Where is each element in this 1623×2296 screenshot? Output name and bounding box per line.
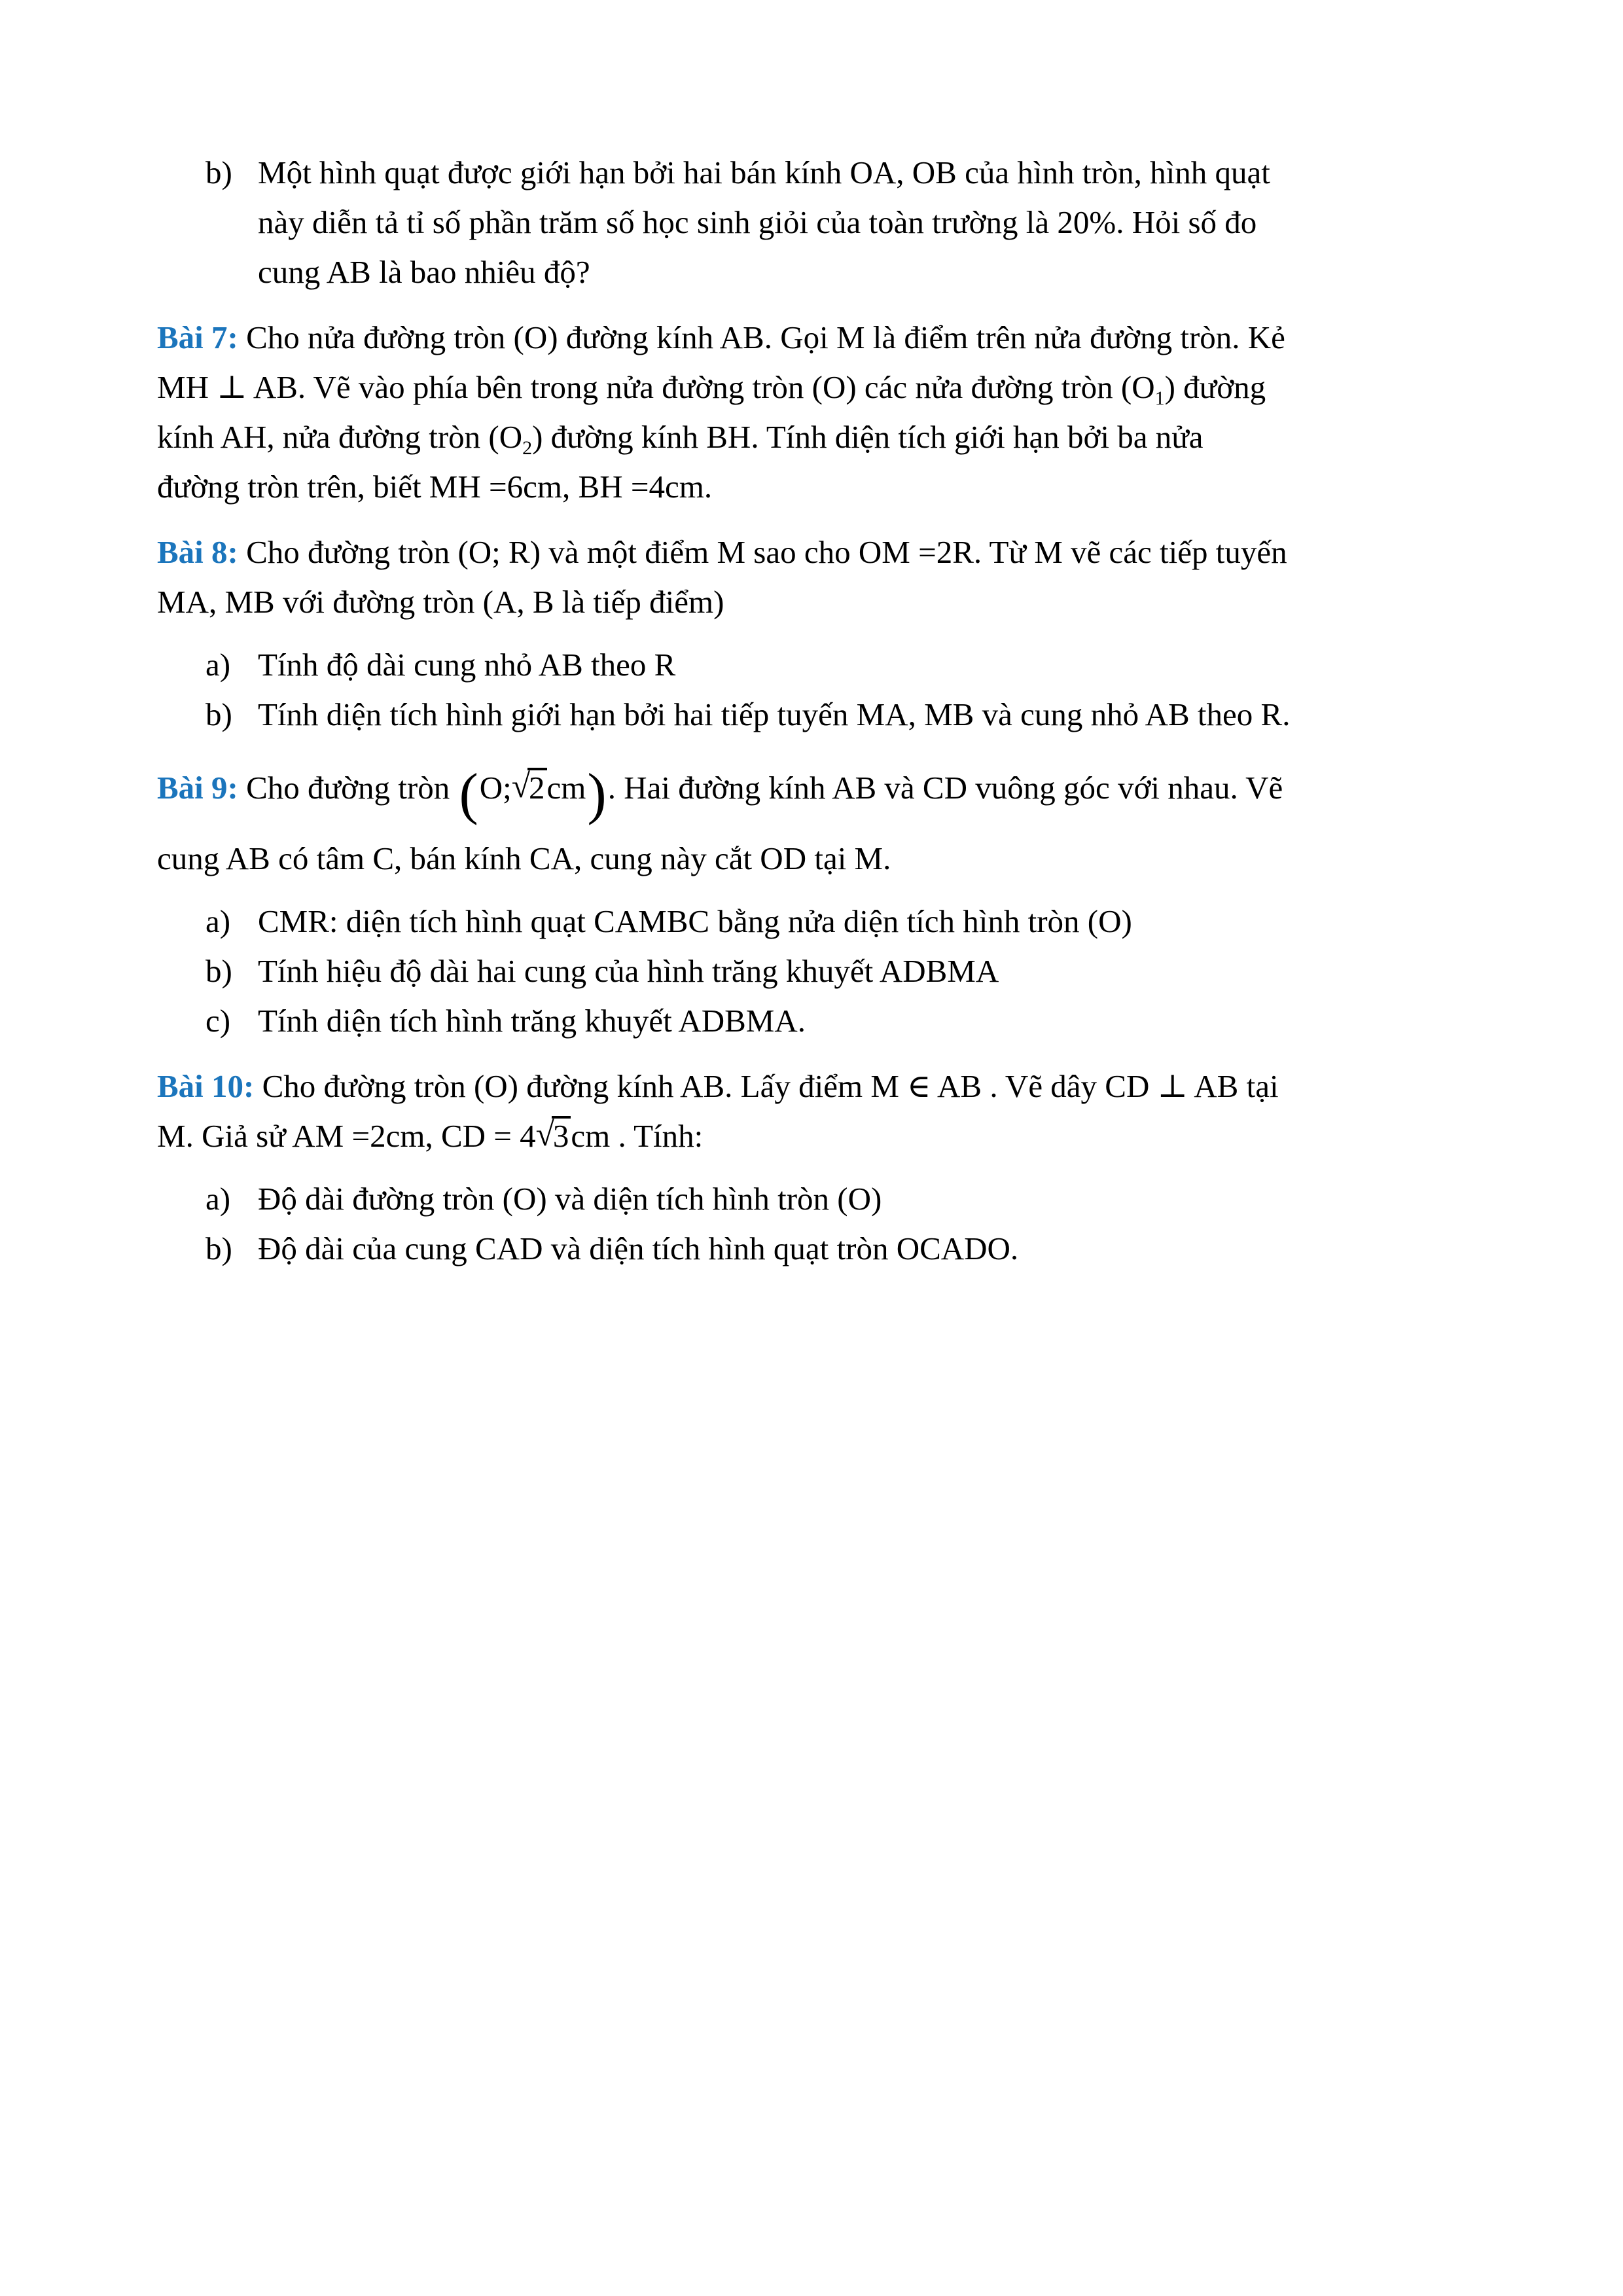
list-marker: b) <box>205 696 232 732</box>
text-run: Cho đường tròn <box>238 770 458 806</box>
radical-glyph: √ <box>535 1116 554 1153</box>
text-line <box>157 528 1505 577</box>
list-item-line <box>157 946 1505 996</box>
text-run: Tính diện tích hình giới hạn bởi hai tiếp tuyến MA, MB và cung nhỏ AB theo R. <box>258 696 1291 732</box>
list-marker: a) <box>205 1181 231 1217</box>
text-run: đường tròn trên, biết MH =6cm, BH =4cm. <box>157 469 713 505</box>
text-run: cm <box>546 770 586 806</box>
text-run: O; <box>479 770 512 806</box>
big-parenthesis: ( <box>459 762 478 826</box>
text-line <box>157 1062 1505 1111</box>
problem-paragraph <box>157 313 1505 512</box>
text-line <box>157 834 1505 884</box>
text-run: kính AH, nửa đường tròn (O <box>157 419 523 455</box>
list-item-line <box>157 1224 1505 1274</box>
list-marker: b) <box>205 154 232 190</box>
list-item-line <box>157 996 1505 1046</box>
list-item-line <box>157 148 1505 198</box>
text-run: CD = 4 <box>440 1118 536 1154</box>
problem-sublist <box>157 640 1505 740</box>
text-run: cung AB có tâm C, bán kính CA, cung này cắt OD tại M. <box>157 840 891 876</box>
radical-sign <box>536 1111 571 1161</box>
radical-glyph: √ <box>511 768 531 805</box>
text-run: Cho nửa đường tròn (O) đường kính AB. Gọi M là điểm trên nửa đường tròn. Kẻ <box>238 319 1285 355</box>
problem-label: Bài 7: <box>157 319 238 355</box>
list-item-line <box>157 897 1505 946</box>
list-marker: c) <box>205 1003 231 1039</box>
text-run: này diễn tả tỉ số phần trăm số học sinh giỏi của toàn trường là 20%. Hỏi số đo <box>258 204 1257 240</box>
big-parenthesis: ) <box>587 762 607 826</box>
text-run: Độ dài đường tròn (O) và diện tích hình tròn (O) <box>258 1181 882 1217</box>
problem-paragraph <box>157 528 1505 627</box>
subscript: 1 <box>1154 387 1165 409</box>
text-run: ) đường <box>1164 369 1266 405</box>
text-run: Độ dài của cung CAD và diện tích hình quạt tròn OCADO. <box>258 1230 1019 1266</box>
text-line <box>157 755 1505 834</box>
list-marker: a) <box>205 903 231 939</box>
problem-paragraph <box>157 755 1505 884</box>
problem-label: Bài 10: <box>157 1068 255 1104</box>
problems-document <box>157 148 1505 1274</box>
problem-label: Bài 9: <box>157 770 238 806</box>
text-run: Cho đường tròn (O) đường kính AB. Lấy điểm <box>254 1068 871 1104</box>
problem-sublist <box>157 1174 1505 1274</box>
text-line <box>157 313 1505 363</box>
radicand: 2 <box>527 768 547 804</box>
subscript: 2 <box>522 437 533 459</box>
problem-label: Bài 8: <box>157 534 238 570</box>
text-line <box>157 577 1505 627</box>
list-item-line <box>157 1174 1505 1224</box>
text-run: CMR: diện tích hình quạt CAMBC bằng nửa diện tích hình tròn (O) <box>258 903 1132 939</box>
text-line <box>157 412 1505 462</box>
text-run: . Hai đường kính AB và CD vuông góc với nhau. Vẽ <box>607 770 1283 806</box>
list-item-line <box>157 640 1505 690</box>
text-run: MA, MB với đường tròn (A, B là tiếp điểm) <box>157 584 724 620</box>
text-line <box>157 1111 1505 1161</box>
problem-sublist <box>157 897 1505 1046</box>
list-marker: a) <box>205 647 231 683</box>
text-run: Tính hiệu độ dài hai cung của hình trăng khuyết ADBMA <box>258 953 999 989</box>
text-run: Tính độ dài cung nhỏ AB theo R <box>258 647 676 683</box>
text-run: . Vẽ dây CD ⊥ AB tại <box>982 1068 1279 1104</box>
text-run: Cho đường tròn (O; R) và một điểm M sao cho OM =2R. Từ M vẽ các tiếp tuyến <box>238 534 1287 570</box>
text-line <box>157 198 1505 247</box>
text-run: cung AB là bao nhiêu độ? <box>258 254 590 290</box>
text-line <box>157 462 1505 512</box>
problem-sublist <box>157 148 1505 297</box>
text-run: MH ⊥ AB. Vẽ vào phía bên trong nửa đường tròn (O) các nửa đường tròn (O <box>157 369 1155 405</box>
text-line <box>157 247 1505 297</box>
text-run: Một hình quạt được giới hạn bởi hai bán kính OA, OB của hình tròn, hình quạt <box>258 154 1270 190</box>
text-run: M ∈ AB <box>870 1068 982 1104</box>
text-run: Tính diện tích hình trăng khuyết ADBMA. <box>258 1003 806 1039</box>
radical-sign <box>512 763 547 813</box>
list-marker: b) <box>205 953 232 989</box>
radicand: 3 <box>552 1116 571 1153</box>
problem-paragraph <box>157 1062 1505 1161</box>
list-marker: b) <box>205 1230 232 1266</box>
text-run: M. Giả sử AM =2cm, <box>157 1118 441 1154</box>
text-run: . Tính: <box>610 1118 704 1154</box>
text-line <box>157 363 1505 412</box>
text-run: cm <box>571 1118 611 1154</box>
list-item-line <box>157 690 1505 740</box>
text-run: ) đường kính BH. Tính diện tích giới hạn bởi ba nửa <box>532 419 1204 455</box>
